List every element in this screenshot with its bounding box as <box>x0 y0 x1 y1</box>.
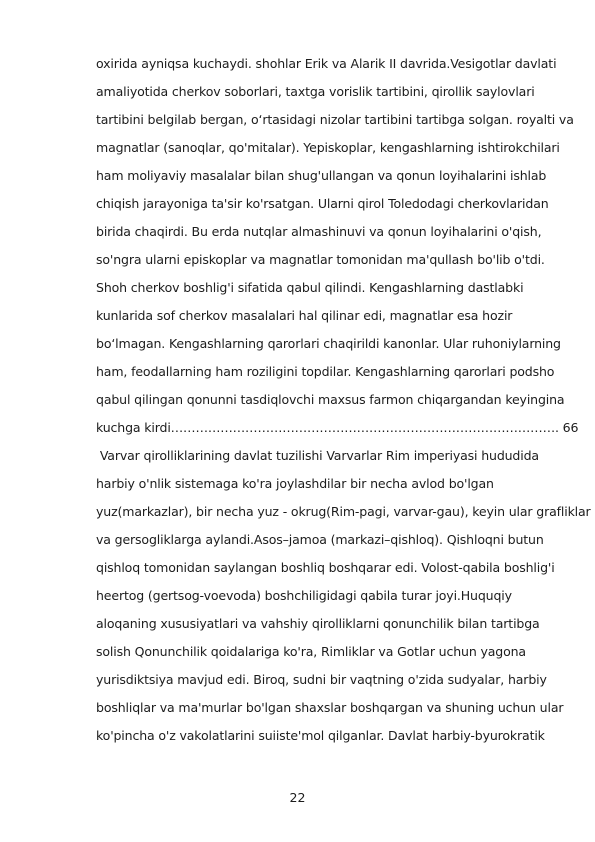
text-line: Shoh cherkov boshlig'i sifatida qabul qilindi. Kengashlarning dastlabki <box>96 280 524 295</box>
text-line: harbiy o'nlik sistemaga ko'ra joylashdilar bir necha avlod bo'lgan <box>96 476 494 491</box>
text-line: Varvar qirolliklarining davlat tuzilishi Varvarlar Rim imperiyasi hududida <box>96 448 539 463</box>
text-line: kuchga kirdi…………………………………………………………………………………. 66 <box>96 420 579 435</box>
text-line: solish Qonunchilik qoidalariga ko'ra, Rimliklar va Gotlar uchun yagona <box>96 644 526 659</box>
text-line: so'ngra ularni episkoplar va magnatlar tomonidan ma'qullash bo'lib o'tdi. <box>96 252 545 267</box>
text-line: ham moliyaviy masalalar bilan shug'ullangan va qonun loyihalarini ishlab <box>96 168 547 183</box>
text-line: aloqaning xususiyatlari va vahshiy qirolliklarni qonunchilik bilan tartibga <box>96 616 540 631</box>
text-line: qabul qilingan qonunni tasdiqlovchi maxsus farmon chiqargandan keyingina <box>96 392 565 407</box>
text-line: tartibini belgilab bergan, o‘rtasidagi nizolar tartibini tartibga solgan. royalti va <box>96 112 574 127</box>
text-line: va gersogliklarga aylandi.Asos–jamoa (markazi–qishloq). Qishloqni butun <box>96 532 544 547</box>
text-line: heertog (gertsog-voevoda) boshchiligidagi qabila turar joyi.Huquqiy <box>96 588 512 603</box>
page-number: 22 <box>289 790 306 805</box>
text-line: amaliyotida cherkov soborlari, taxtga vorislik tartibini, qirollik saylovlari <box>96 84 535 99</box>
text-line: boshliqlar va ma'murlar bo'lgan shaxslar boshqargan va shuning uchun ular <box>96 700 564 715</box>
text-line: yuz(markazlar), bir necha yuz - okrug(Rim-pagi, varvar-gau), keyin ular grafliklar <box>96 504 591 519</box>
text-line: bo‘lmagan. Kengashlarning qarorlari chaqirildi kanonlar. Ular ruhoniylarning <box>96 336 561 351</box>
text-line: yurisdiktsiya mavjud edi. Biroq, sudni bir vaqtning o'zida sudyalar, harbiy <box>96 672 547 687</box>
text-line: chiqish jarayoniga ta'sir ko'rsatgan. Ularni qirol Toledodagi cherkovlaridan <box>96 196 549 211</box>
text-line: kunlarida sof cherkov masalalari hal qilinar edi, magnatlar esa hozir <box>96 308 513 323</box>
text-line: birida chaqirdi. Bu erda nutqlar almashinuvi va qonun loyihalarini o'qish, <box>96 224 542 239</box>
text-line: oxirida ayniqsa kuchaydi. shohlar Erik va Alarik II davrida.Vesigotlar davlati <box>96 56 557 71</box>
text-line: ko'pincha o'z vakolatlarini suiiste'mol qilganlar. Davlat harbiy-byurokratik <box>96 728 545 743</box>
text-line: ham, feodallarning ham roziligini topdilar. Kengashlarning qarorlari podsho <box>96 364 555 379</box>
text-line: qishloq tomonidan saylangan boshliq boshqarar edi. Volost-qabila boshlig'i <box>96 560 555 575</box>
text-line: magnatlar (sanoqlar, qo'mitalar). Yepiskoplar, kengashlarning ishtirokchilari <box>96 140 560 155</box>
